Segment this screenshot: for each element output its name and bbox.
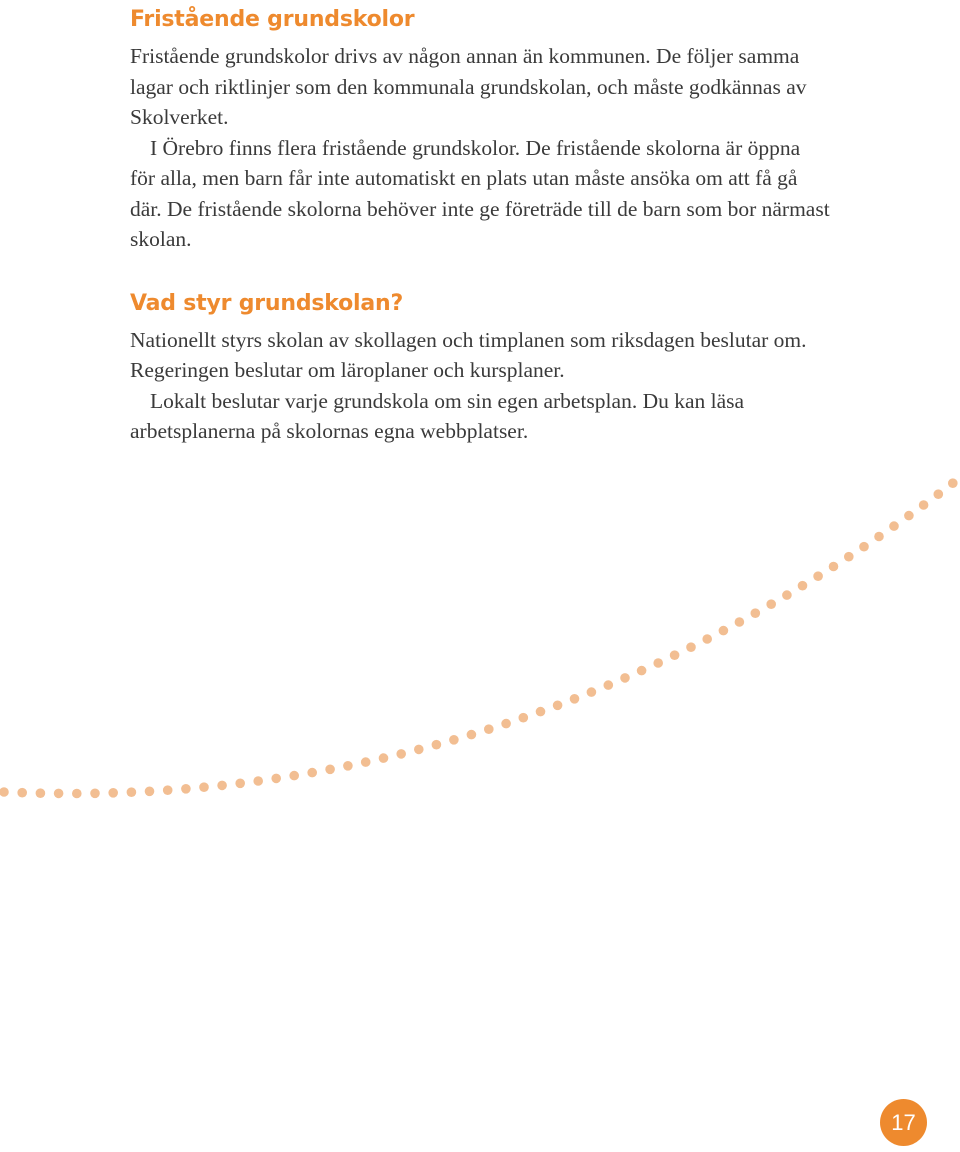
page-number-badge bbox=[880, 1099, 927, 1146]
decorative-dot bbox=[108, 788, 118, 798]
decorative-dot bbox=[620, 673, 630, 683]
decorative-dot bbox=[217, 781, 227, 791]
decorative-dot bbox=[396, 749, 406, 759]
decorative-dot bbox=[361, 757, 371, 767]
paragraph: Fristående grundskolor drivs av någon annan än kommunen. De följer samma lagar och riktlinjer som den kommunala grundskolan, och måste godkännas av Skolverket. bbox=[130, 44, 807, 129]
paragraph: Nationellt styrs skolan av skollagen och timplanen som riksdagen beslutar om. Regeringen beslutar om läroplaner och kursplaner. bbox=[130, 327, 807, 382]
decorative-dot bbox=[432, 740, 442, 750]
decorative-dot bbox=[379, 753, 389, 763]
decorative-dot bbox=[919, 500, 929, 510]
section-heading: Vad styr grundskolan? bbox=[130, 290, 404, 316]
decorative-dot bbox=[702, 634, 712, 644]
decorative-dot bbox=[751, 608, 761, 618]
decorative-dot bbox=[798, 581, 808, 591]
decorative-dot bbox=[686, 642, 696, 652]
decorative-dot bbox=[904, 511, 914, 521]
decorative-dot bbox=[90, 789, 100, 799]
decorative-dot bbox=[449, 735, 459, 745]
decorative-dot bbox=[859, 542, 869, 552]
decorative-dot bbox=[307, 768, 317, 778]
decorative-dot bbox=[72, 789, 82, 799]
decorative-dot bbox=[271, 774, 281, 784]
decorative-dot bbox=[637, 666, 647, 676]
decorative-dot bbox=[343, 761, 353, 771]
decorative-dot bbox=[735, 617, 745, 627]
decorative-dot bbox=[36, 788, 46, 798]
decorative-dot bbox=[467, 730, 477, 740]
paragraph: Lokalt beslutar varje grundskola om sin egen arbetsplan. Du kan läsa arbetsplanerna på skolornas egna webbplatser. bbox=[130, 388, 745, 443]
decorative-dot bbox=[127, 787, 137, 797]
decorative-dot bbox=[145, 787, 155, 797]
decorative-dot bbox=[17, 788, 27, 798]
decorative-dot bbox=[414, 745, 424, 755]
decorative-dot bbox=[553, 701, 563, 711]
decorative-dot bbox=[163, 785, 173, 795]
decorative-dot bbox=[235, 779, 245, 789]
decorative-dot bbox=[653, 658, 663, 668]
decorative-dot bbox=[587, 687, 597, 697]
decorative-dot bbox=[719, 626, 729, 636]
decorative-dot bbox=[813, 571, 823, 581]
page-content bbox=[130, 4, 830, 447]
page-number: 17 bbox=[891, 1109, 916, 1135]
decorative-dot bbox=[54, 789, 64, 799]
section-fristaende-grundskolor bbox=[130, 4, 830, 255]
decorative-dot bbox=[874, 532, 884, 542]
decorative-dot bbox=[844, 552, 854, 562]
decorative-dot bbox=[199, 782, 209, 792]
decorative-dot bbox=[934, 489, 944, 499]
decorative-dot bbox=[570, 694, 580, 704]
decorative-dot bbox=[325, 765, 335, 775]
decorative-dot bbox=[501, 719, 511, 729]
decorative-dot bbox=[889, 521, 899, 531]
decorative-dot bbox=[604, 680, 614, 690]
decorative-dot bbox=[670, 650, 680, 660]
decorative-dot bbox=[948, 478, 958, 488]
decorative-dot bbox=[519, 713, 529, 723]
decorative-dot bbox=[536, 707, 546, 717]
section-vad-styr-grundskolan bbox=[130, 288, 830, 447]
decorative-dot bbox=[766, 599, 776, 609]
paragraph: I Örebro finns flera fristående grundskolor. De fristående skolorna är öppna för alla, men barn får inte automatiskt en plats utan måste ansöka om att få gå där. De fristående skolorna behöver inte ge företräde till de barn som bor närmast skolan. bbox=[130, 135, 830, 251]
section-heading: Fristående grundskolor bbox=[130, 7, 415, 32]
decorative-dot bbox=[0, 787, 9, 797]
decorative-dot bbox=[484, 724, 494, 734]
decorative-dot bbox=[829, 562, 839, 572]
decorative-dot bbox=[181, 784, 191, 794]
decorative-dot bbox=[289, 771, 299, 781]
decorative-dot bbox=[253, 776, 263, 786]
decorative-dot bbox=[782, 590, 792, 600]
